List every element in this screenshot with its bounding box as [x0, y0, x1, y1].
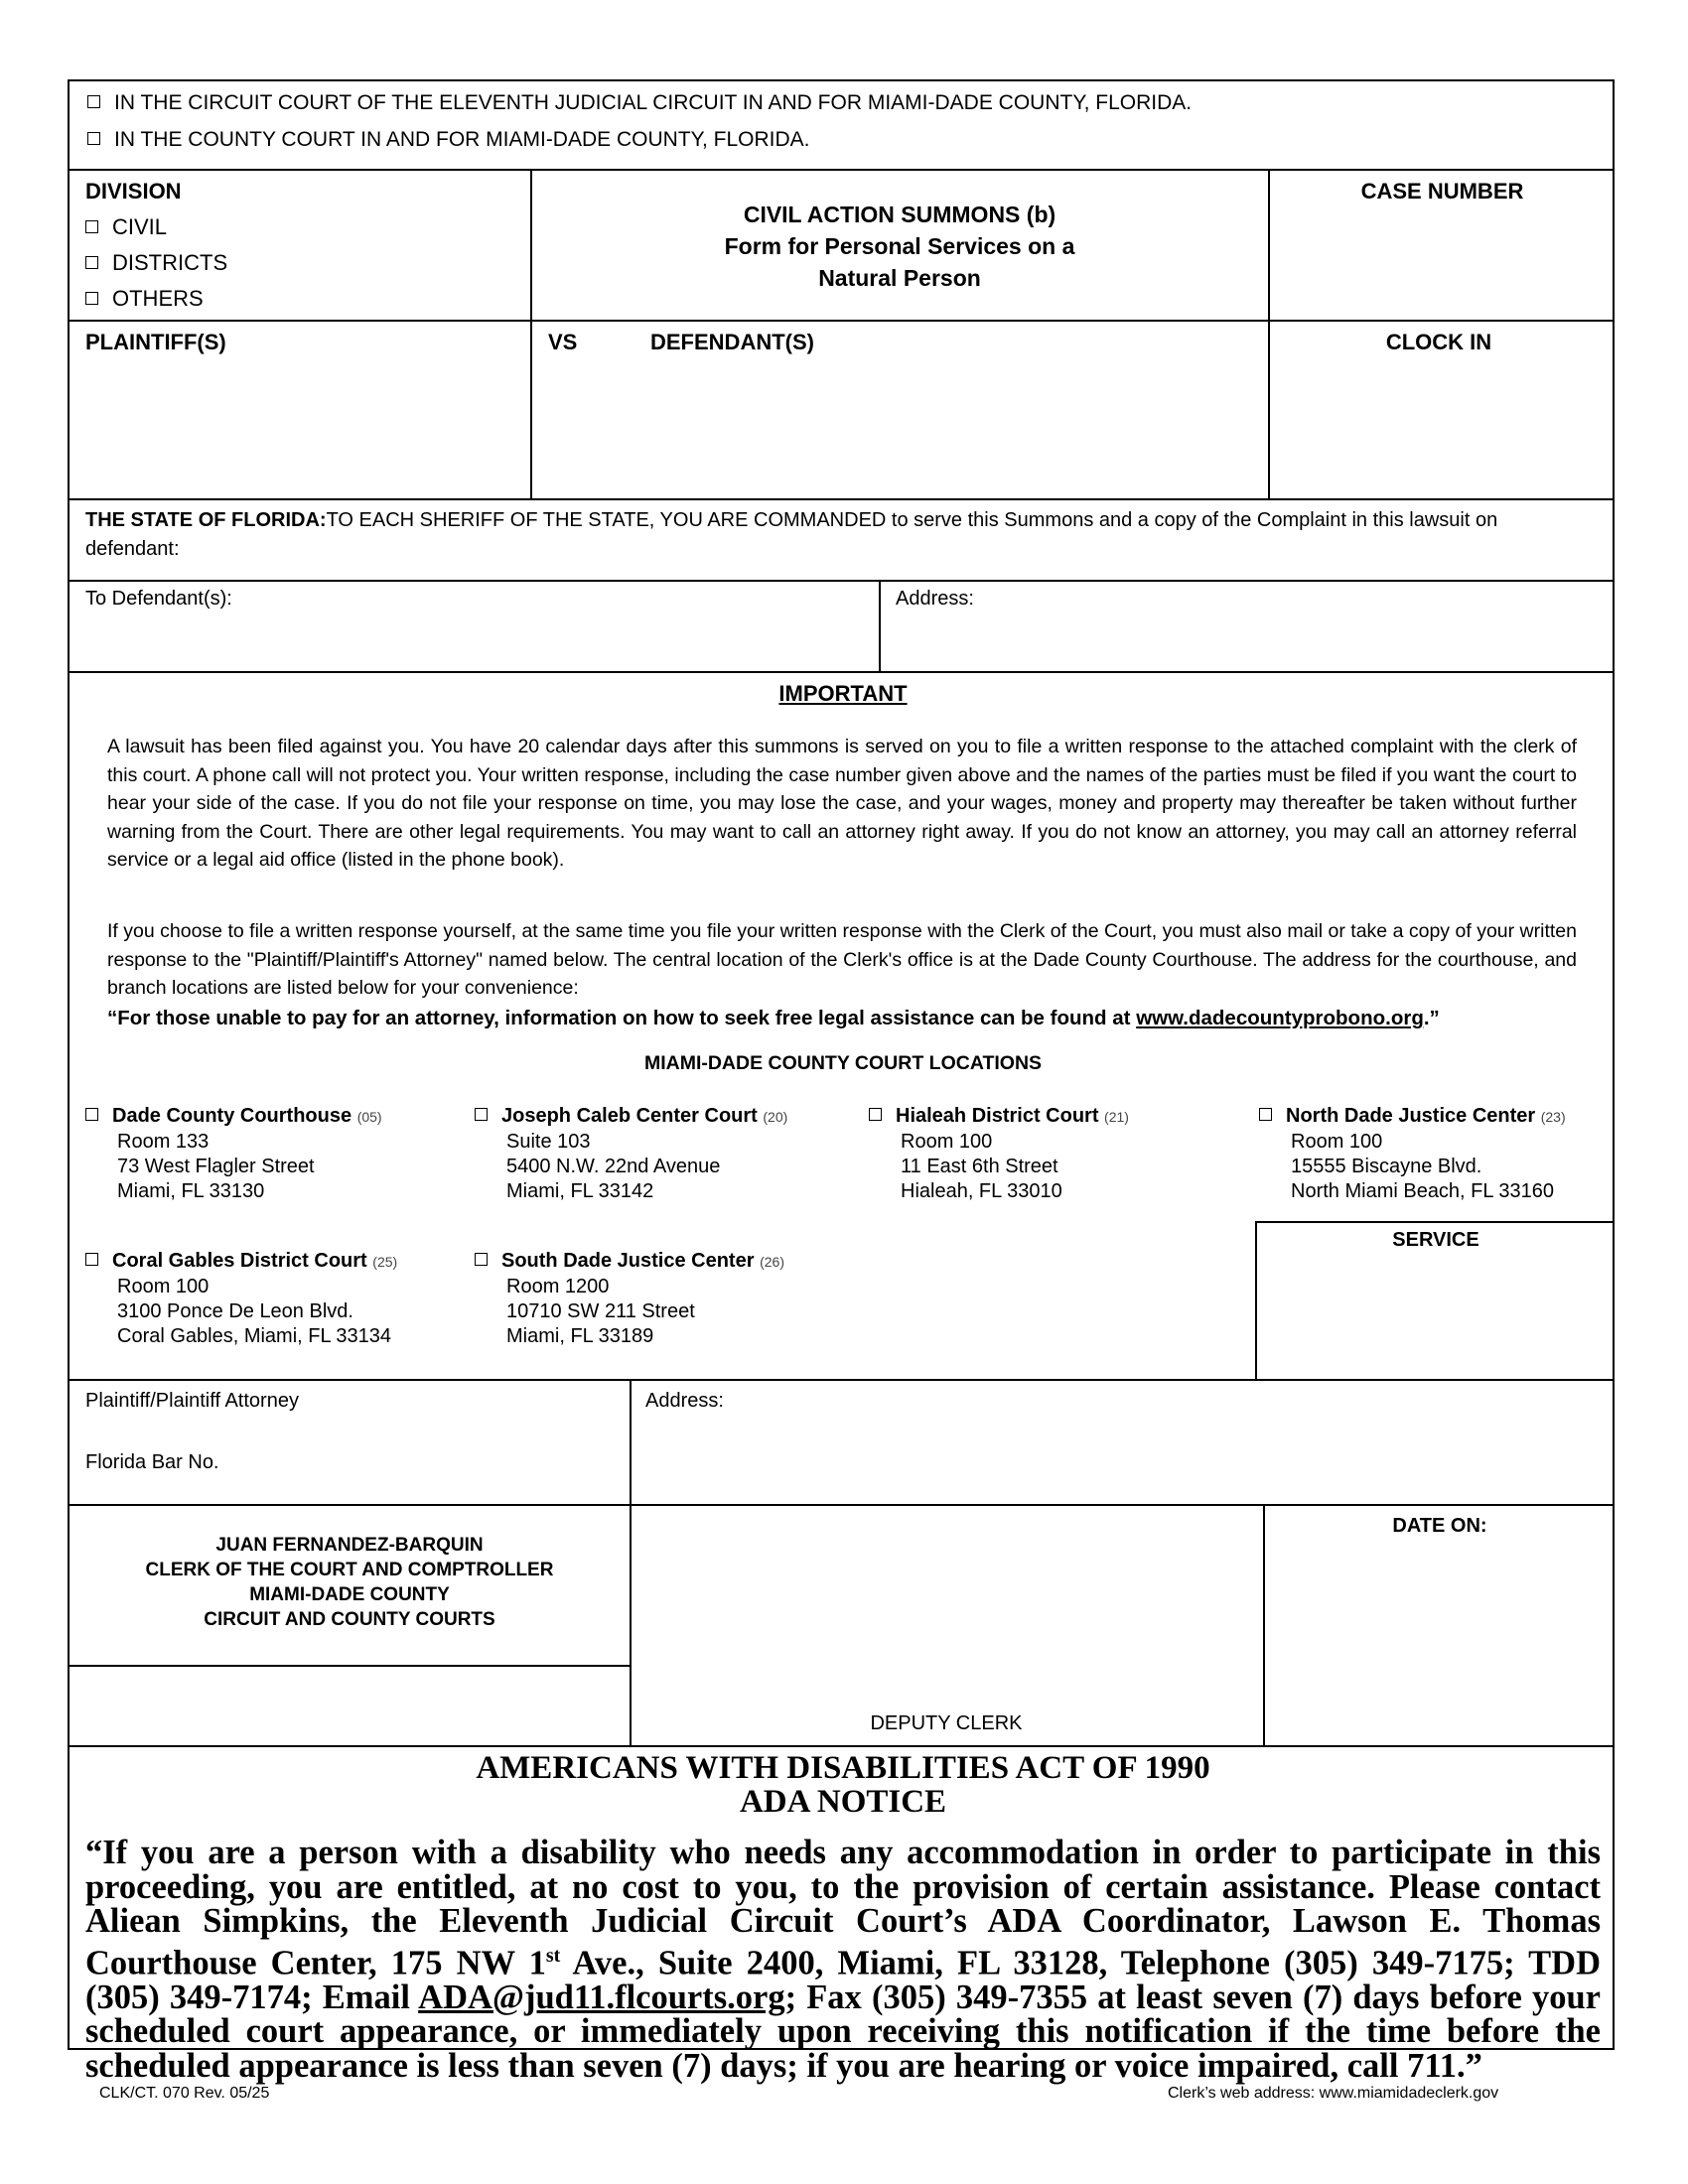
attorney-label: Plaintiff/Plaintiff Attorney [85, 1390, 299, 1412]
divider [70, 320, 1613, 322]
to-defendant-label: To Defendant(s): [85, 588, 232, 610]
divider [879, 580, 881, 672]
checkbox[interactable] [87, 95, 100, 108]
checkbox[interactable] [85, 1253, 98, 1266]
case-number-label: CASE NUMBER [1360, 179, 1524, 204]
summons-form [68, 79, 1615, 2085]
ada-notice-text: “If you are a person with a disability who needs any accommodation in order to participate in this proceeding, you are entitled, at no cost to you, to the provision of certain assistance. Please contact Aliean Simpkins, the Eleventh Judicial Circuit Court’s ADA Coordinator, Lawson E. Thomas Courthouse Center, 175 NW 1st Ave., Suite 2400, Miami, FL 33128, Telephone (305) 349-7175; TDD (305) 349-7174; Email ADA@jud11.flcourts.org; Fax (305) 349-7355 at least seven (7) days before your scheduled court appearance, or immediately upon receiving this notification if the time before the scheduled appearance is less than seven (7) days; if you are hearing or voice impaired, call 711.” [85, 1834, 1601, 2085]
sheriff-command: THE STATE OF FLORIDA:TO EACH SHERIFF OF THE STATE, YOU ARE COMMANDED to serve this Summons and a copy of the Complaint in this lawsuit on defendant: [85, 509, 1498, 560]
divider [1263, 1504, 1265, 1745]
important-paragraph-1: A lawsuit has been filed against you. You have 20 calendar days after this summons is served on you to file a written response to the attached complaint with the clerk of this court. A phone call will not protect you. Your written response, including the case number given above and the names of the parties must be filed if you want the court to hear your side of the case. If you do not file your response on time, you may lose the case, and your wages, money and property may thereafter be taken without further warning from the Court. There are other legal requirements. You may want to call an attorney right away. If you do not know an attorney, you may call an attorney referral service or a legal aid office (listed in the phone book). [107, 736, 1577, 871]
divider [70, 1665, 632, 1667]
florida-bar-label: Florida Bar No. [85, 1451, 219, 1473]
checkbox[interactable] [869, 1108, 882, 1121]
location-hialeah-district-court: Hialeah District Court (21) Room 100 11 East 6th Street Hialeah, FL 33010 [869, 1104, 1129, 1204]
court-option-circuit[interactable]: IN THE CIRCUIT COURT OF THE ELEVENTH JUDICIAL CIRCUIT IN AND FOR MIAMI-DADE COUNTY, FLORIDA. [87, 91, 1192, 115]
ada-email-link[interactable]: ADA@jud11.flcourts.org [418, 1978, 785, 2016]
probono-link[interactable]: www.dadecountyprobono.org [1136, 1007, 1424, 1029]
location-dade-county-courthouse: Dade County Courthouse (05) Room 133 73 West Flagler Street Miami, FL 33130 [85, 1104, 382, 1204]
divider [630, 1379, 632, 1745]
location-south-dade-justice-center: South Dade Justice Center (26) Room 1200 10710 SW 211 Street Miami, FL 33189 [475, 1249, 784, 1349]
attorney-address-label: Address: [645, 1390, 724, 1412]
divider [70, 671, 1613, 673]
defendant-address-label: Address: [896, 588, 974, 610]
divider [70, 580, 1613, 582]
service-box [1255, 1221, 1615, 1380]
divider [70, 169, 1613, 171]
date-on-label: DATE ON: [1392, 1515, 1487, 1537]
division-option-civil[interactable]: CIVIL [85, 214, 167, 240]
defendant-label: DEFENDANT(S) [650, 330, 814, 354]
clock-in-label: CLOCK IN [1385, 330, 1492, 354]
location-joseph-caleb-center: Joseph Caleb Center Court (20) Suite 103 5400 N.W. 22nd Avenue Miami, FL 33142 [475, 1104, 787, 1204]
checkbox[interactable] [85, 1108, 98, 1121]
checkbox[interactable] [1259, 1108, 1272, 1121]
clerk-block: JUAN FERNANDEZ-BARQUIN CLERK OF THE COURT AND COMPTROLLER MIAMI-DADE COUNTY CIRCUIT AND COUNTY COURTS [145, 1535, 554, 1630]
divider [70, 1745, 1613, 1747]
checkbox[interactable] [85, 256, 98, 269]
divider [70, 498, 1613, 500]
checkbox[interactable] [87, 132, 100, 145]
ada-subtitle: ADA NOTICE [739, 1784, 947, 1820]
vs-label: VS [548, 330, 578, 354]
checkbox[interactable] [475, 1253, 488, 1266]
clerk-web-address: Clerk’s web address: www.miamidadeclerk.gov [1168, 2085, 1499, 2102]
important-paragraph-2: If you choose to file a written response yourself, at the same time you file your written response with the Clerk of the Court, you must also mail or take a copy of your written response to the "Plaintiff/Plaintiff's Attorney" named below. The central location of the Clerk's office is at the Dade County Courthouse. The address for the courthouse, and branch locations are listed below for your convenience: [107, 920, 1577, 999]
location-north-dade-justice-center: North Dade Justice Center (23) Room 100 15555 Biscayne Blvd. North Miami Beach, FL 33160 [1259, 1104, 1566, 1204]
checkbox[interactable] [85, 292, 98, 305]
court-option-county[interactable]: IN THE COUNTY COURT IN AND FOR MIAMI-DADE COUNTY, FLORIDA. [87, 128, 809, 152]
deputy-clerk-label: DEPUTY CLERK [870, 1712, 1023, 1734]
checkbox[interactable] [85, 220, 98, 233]
division-option-districts[interactable]: DISTRICTS [85, 250, 227, 276]
service-label: SERVICE [1392, 1229, 1479, 1251]
probono-notice: “For those unable to pay for an attorney, information on how to seek free legal assistance can be found at www.dadecountyprobono.org.” [107, 1007, 1440, 1029]
important-heading: IMPORTANT [778, 681, 908, 706]
form-id: CLK/CT. 070 Rev. 05/25 [99, 2085, 270, 2102]
divider [70, 1379, 1613, 1381]
location-coral-gables-district-court: Coral Gables District Court (25) Room 100 3100 Ponce De Leon Blvd. Coral Gables, Miami, FL 33134 [85, 1249, 397, 1349]
locations-heading: MIAMI-DADE COUNTY COURT LOCATIONS [643, 1052, 1043, 1074]
division-label: DIVISION [85, 179, 182, 204]
division-option-others[interactable]: OTHERS [85, 286, 204, 312]
divider [70, 1504, 1613, 1506]
form-title: CIVIL ACTION SUMMONS (b) Form for Personal Services on a Natural Person [724, 202, 1075, 291]
checkbox[interactable] [475, 1108, 488, 1121]
plaintiff-label: PLAINTIFF(S) [85, 330, 226, 354]
ada-title: AMERICANS WITH DISABILITIES ACT OF 1990 [476, 1750, 1210, 1786]
